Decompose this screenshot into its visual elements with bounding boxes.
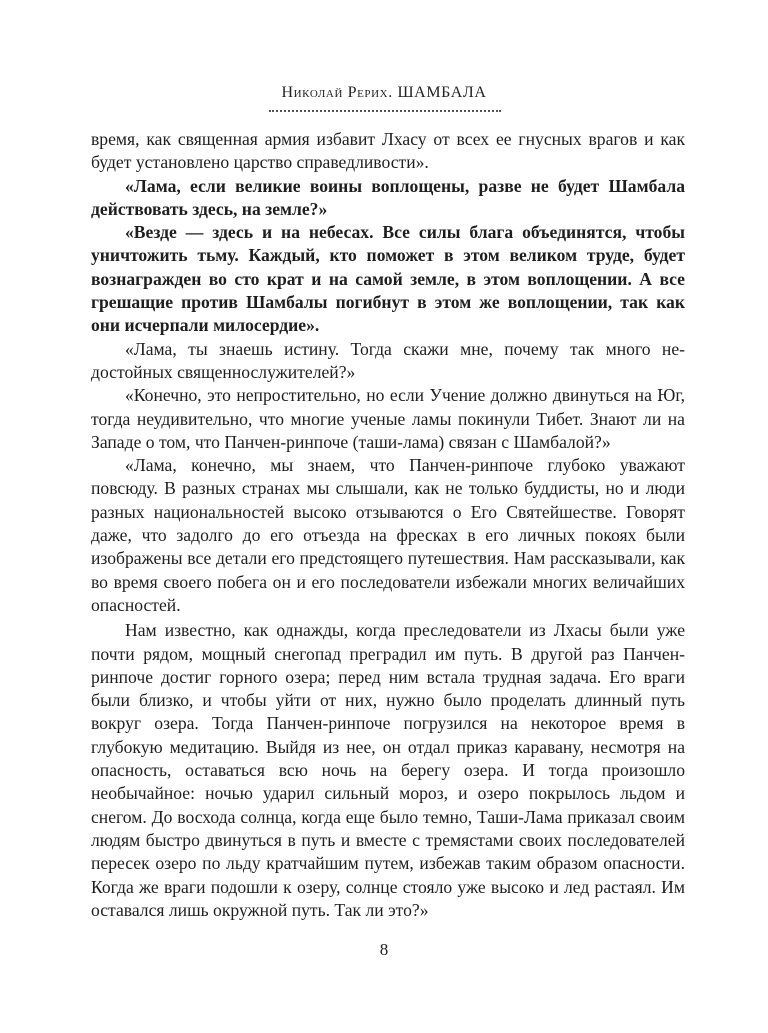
paragraph: «Лама, ты знаешь истину. Тогда скажи мне, почему так много недостойных священнослужителей?» xyxy=(91,338,685,382)
paragraph-bold: «Везде — здесь и на небесах. Все силы блага объединятся, чтобы уничтожить тьму. Каждый, кто поможет в этом великом труде, будет вознагражден во сто крат и на самой земле, в этом воплощении. А все грешащие против Шамбалы погибнут в этом же воплощении, так как они исчерпали милосердие». xyxy=(91,222,685,336)
running-head-author: Николай Рерих. xyxy=(281,84,393,101)
running-head-title: ШАМБАЛА xyxy=(397,84,487,101)
body-text xyxy=(91,128,685,922)
paragraph: Нам известно, как однажды, когда преследователи из Лхасы были уже почти рядом, мощный снегопад преградил им путь. В другой раз Панчен-ринпоче достиг горного озера; перед ним встала трудная задача. Его враги были близко, и чтобы уйти от них, нужно было проделать длинный путь вокруг озера. Тогда Панчен-ринпоче погрузился на некоторое время в глубокую медитацию. Выйдя из нее, он отдал приказ каравану, несмотря на опасность, оставаться всю ночь на берегу озера. И тогда произошло необычайное: ночью ударил сильный мороз, и озеро покрылось льдом и снегом. До восхода солнца, когда еще было темно, Таши-Лама приказал своим людям быстро двинуться в путь и вместе с тремястами своих последователей пересек озеро по льду кратчайшим путем, избежав таким образом опасности. Когда же враги подошли к озеру, солнце стояло уже высоко и лед растаял. Им оставался лишь окружной путь. Так ли это?» xyxy=(91,620,685,920)
paragraph-bold: «Лама, если великие воины воплощены, разве не будет Шамбала действовать здесь, на земле?» xyxy=(91,175,685,219)
paragraph: «Лама, конечно, мы знаем, что Панчен-ринпоче глубоко уважают повсюду. В разных странах мы слышали, как не только буддисты, но и люди разных национальностей высоко отзываются о Его Святейшестве. Говорят даже, что задолго до его отъезда на фресках в его личных покоях были изображены все детали его предстоящего путешествия. Нам рассказывали, как во время своего побега он и его последователи избежали многих величайших опасностей. xyxy=(91,455,685,615)
paragraph: время, как священная армия избавит Лхасу от всех ее гнусных врагов и как будет установлено царство справедливости». xyxy=(91,129,685,173)
running-head xyxy=(0,84,768,102)
paragraph: «Конечно, это непростительно, но если Учение должно двинуться на Юг, тогда неудивительно, что многие ученые ламы покинули Тибет. Знают ли на Западе о том, что Панчен-ринпоче (таши-лама) связан с Шамбалой?» xyxy=(91,385,685,452)
page-number: 8 xyxy=(379,940,389,959)
running-head-rule xyxy=(269,110,501,112)
